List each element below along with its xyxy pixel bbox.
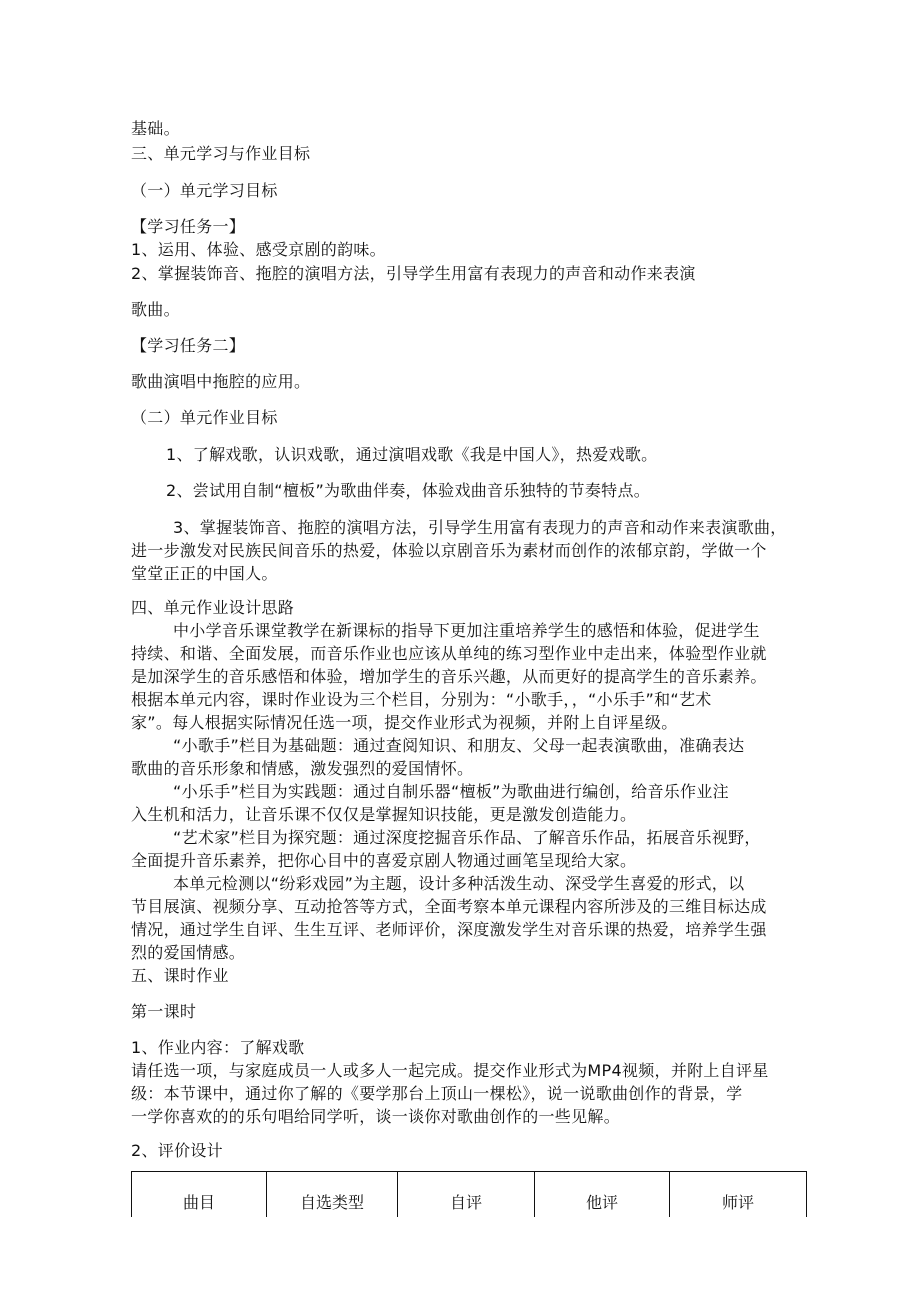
- text-line: 请任选一项，与家庭成员一人或多人一起完成。提交作业形式为MP4视频，并附上自评星: [131, 1061, 769, 1080]
- section-heading: 四、单元作业设计思路: [131, 598, 295, 617]
- text-line: 烈的爱国情感。: [131, 943, 246, 962]
- text-line: 节目展演、视频分享、互动抢答等方式，全面考察本单元课程内容所涉及的三维目标达成: [131, 897, 767, 916]
- evaluation-table: [131, 1171, 807, 1217]
- section-heading: 五、课时作业: [131, 966, 229, 985]
- text-line: “艺术家”栏目为探究题：通过深度挖掘音乐作品、了解音乐作品，拓展音乐视野，: [173, 828, 761, 847]
- text-line: 本单元检测以“纷彩戏园”为主题，设计多种活泼生动、深受学生喜爱的形式，以: [173, 874, 745, 893]
- text-line: 级：本节课中，通过你了解的《要学那台上顶山一棵松》，说一说歌曲创作的背景，学: [131, 1084, 743, 1103]
- text-line: 是加深学生的音乐感悟和体验，增加学生的音乐兴趣，从而更好的提高学生的音乐素养。: [131, 667, 767, 686]
- text-line: 情况，通过学生自评、生生互评、老师评价，深度激发学生对音乐课的热爱，培养学生强: [131, 920, 767, 939]
- text-line: 堂堂正正的中国人。: [131, 564, 278, 583]
- subsection-heading: （二）单元作业目标: [131, 408, 278, 427]
- table-header-cell: 曲目: [132, 1172, 267, 1218]
- text-line: 进一步激发对民族民间音乐的热爱，体验以京剧音乐为素材而创作的浓郁京韵，学做一个: [131, 541, 767, 560]
- text-line: 中小学音乐课堂教学在新课标的指导下更加注重培养学生的感悟和体验，促进学生: [173, 621, 760, 640]
- section-heading: 三、单元学习与作业目标: [131, 144, 311, 163]
- task-heading: 【学习任务二】: [131, 336, 246, 355]
- text-line: 歌曲。: [131, 300, 180, 319]
- text-line: 1、了解戏歌，认识戏歌，通过演唱戏歌《我是中国人》，热爱戏歌。: [166, 445, 658, 464]
- text-line: 2、掌握装饰音、拖腔的演唱方法，引导学生用富有表现力的声音和动作来表演: [131, 264, 696, 283]
- text-line: 基础。: [131, 119, 180, 138]
- text-line: 根据本单元内容，课时作业设为三个栏目，分别为：“小歌手，，“小乐手”和“艺术: [131, 690, 712, 709]
- text-line: 全面提升音乐素养，把你心目中的喜爱京剧人物通过画笔呈现给大家。: [131, 851, 637, 870]
- text-line: 家”。每人根据实际情况任选一项，提交作业形式为视频，并附上自评星级。: [131, 713, 678, 732]
- table-header-cell: 师评: [670, 1172, 807, 1218]
- text-line: 3、掌握装饰音、拖腔的演唱方法，引导学生用富有表现力的声音和动作来表演歌曲，: [173, 518, 787, 537]
- table-header-cell: 自选类型: [267, 1172, 398, 1218]
- text-line: 2、评价设计: [131, 1141, 223, 1160]
- text-line: 2、尝试用自制“檀板”为歌曲伴奏，体验戏曲音乐独特的节奏特点。: [166, 481, 651, 500]
- task-heading: 【学习任务一】: [131, 217, 246, 236]
- text-line: 持续、和谐、全面发展，而音乐作业也应该从单纯的练习型作业中走出来，体验型作业就: [131, 644, 767, 663]
- text-line: 歌曲演唱中拖腔的应用。: [131, 372, 311, 391]
- table-header-cell: 自评: [398, 1172, 535, 1218]
- text-line: 一学你喜欢的的乐句唱给同学听，谈一谈你对歌曲创作的一些见解。: [131, 1107, 621, 1126]
- text-line: 入生机和活力，让音乐课不仅仅是掌握知识技能，更是激发创造能力。: [131, 805, 637, 824]
- lesson-heading: 第一课时: [131, 1002, 197, 1021]
- table-header-cell: 他评: [535, 1172, 670, 1218]
- text-line: 歌曲的音乐形象和情感，激发强烈的爱国情怀。: [131, 759, 474, 778]
- text-line: 1、作业内容：了解戏歌: [131, 1038, 305, 1057]
- text-line: “小歌手”栏目为基础题：通过查阅知识、和朋友、父母一起表演歌曲，准确表达: [173, 736, 745, 755]
- subsection-heading: （一）单元学习目标: [131, 181, 278, 200]
- table-header-row: [132, 1172, 807, 1218]
- text-line: 1、运用、体验、感受京剧的韵味。: [131, 240, 386, 259]
- text-line: “小乐手”栏目为实践题：通过自制乐器“檀板”为歌曲进行编创，给音乐作业注: [173, 782, 729, 801]
